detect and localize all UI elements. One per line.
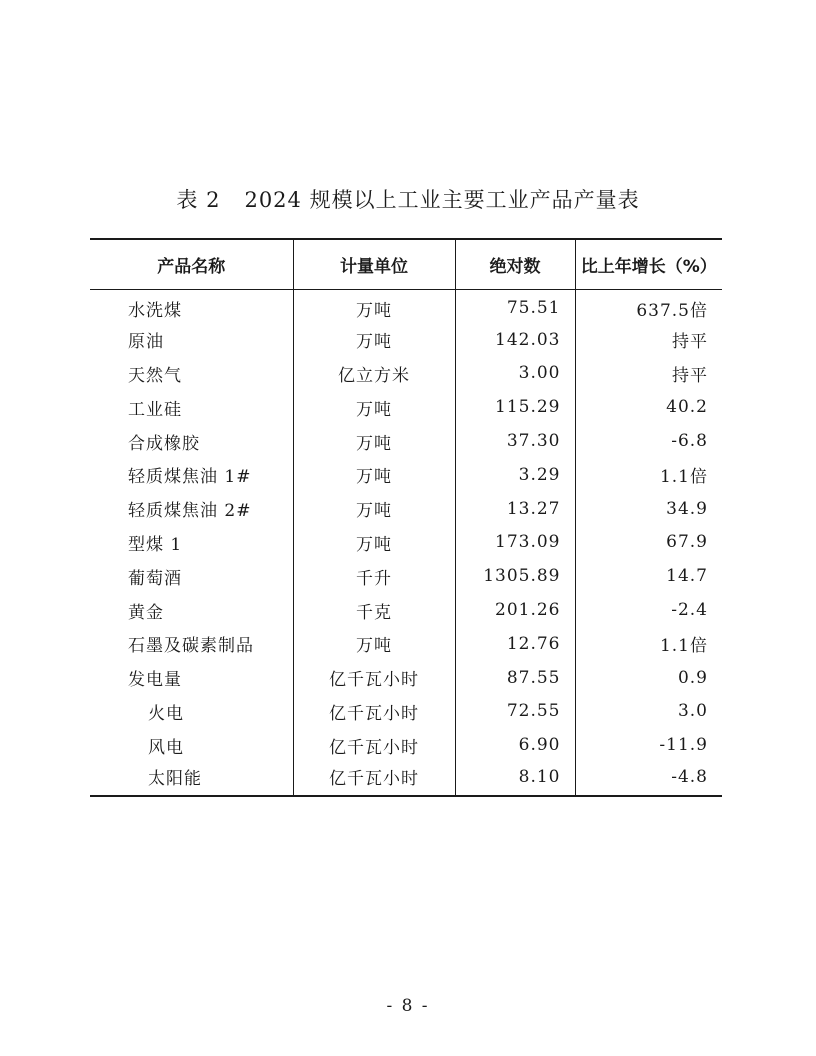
- unit-cell: 万吨: [293, 458, 455, 492]
- product-name-cell: 水洗煤: [128, 300, 182, 321]
- growth-cell: 34.9: [575, 492, 722, 526]
- growth-cell: -4.8: [575, 762, 722, 796]
- growth-cell: 持平: [575, 323, 722, 357]
- table-row: [90, 593, 722, 627]
- absolute-value-cell: 201.26: [455, 593, 575, 627]
- absolute-value-cell: 115.29: [455, 390, 575, 424]
- growth-cell: 0.9: [575, 661, 722, 695]
- absolute-value-cell: 37.30: [455, 424, 575, 458]
- growth-cell: 40.2: [575, 390, 722, 424]
- growth-cell: -6.8: [575, 424, 722, 458]
- product-name-cell: 风电: [148, 737, 184, 758]
- header-absolute-value: 绝对数: [455, 239, 575, 289]
- absolute-value-cell: 1305.89: [455, 559, 575, 593]
- growth-cell: 1.1倍: [575, 627, 722, 661]
- product-name-cell: 型煤 1: [128, 534, 183, 555]
- product-name-cell: 轻质煤焦油 2#: [128, 501, 252, 522]
- table-body: [90, 289, 722, 796]
- page-number: - 8 -: [386, 996, 430, 1016]
- product-name-cell: 葡萄酒: [128, 568, 182, 589]
- product-name-cell: 太阳能: [90, 762, 293, 796]
- product-name-cell: 石墨及碳素制品: [128, 636, 254, 657]
- absolute-value-cell: 87.55: [455, 661, 575, 695]
- header-product-name: 产品名称: [90, 239, 293, 289]
- unit-cell: 万吨: [293, 424, 455, 458]
- product-name-cell: 发电量: [128, 670, 182, 691]
- growth-cell: 持平: [575, 357, 722, 391]
- table-header-row: [90, 239, 722, 289]
- table-row: [90, 424, 722, 458]
- growth-cell: -2.4: [575, 593, 722, 627]
- header-unit: 计量单位: [293, 239, 455, 289]
- product-name-cell: 火电: [148, 703, 184, 724]
- table-row: [90, 695, 722, 729]
- table-title: [0, 184, 816, 214]
- product-name-cell: 原油: [128, 332, 164, 353]
- absolute-value-cell: 3.29: [455, 458, 575, 492]
- absolute-value-cell: 6.90: [455, 728, 575, 762]
- absolute-value-cell: 72.55: [455, 695, 575, 729]
- unit-cell: 万吨: [293, 289, 455, 323]
- growth-cell: 14.7: [575, 559, 722, 593]
- unit-cell: 万吨: [293, 492, 455, 526]
- absolute-value-cell: 142.03: [455, 323, 575, 357]
- absolute-value-cell: 75.51: [455, 289, 575, 323]
- table-row: [90, 492, 722, 526]
- unit-cell: 万吨: [293, 323, 455, 357]
- product-name-cell: 工业硅: [128, 399, 182, 420]
- growth-cell: 3.0: [575, 695, 722, 729]
- table-row: [90, 289, 722, 323]
- production-table: [90, 238, 722, 797]
- table-row: [90, 323, 722, 357]
- absolute-value-cell: 3.00: [455, 357, 575, 391]
- unit-cell: 万吨: [293, 390, 455, 424]
- table-row: [90, 526, 722, 560]
- unit-cell: 万吨: [293, 526, 455, 560]
- product-name-cell: 黄金: [128, 602, 164, 623]
- unit-cell: 亿千瓦小时: [293, 695, 455, 729]
- growth-cell: 67.9: [575, 526, 722, 560]
- absolute-value-cell: 13.27: [455, 492, 575, 526]
- header-growth: 比上年增长（%）: [575, 239, 722, 289]
- growth-cell: 637.5倍: [575, 289, 722, 323]
- unit-cell: 万吨: [293, 627, 455, 661]
- product-name-cell: 天然气: [128, 365, 182, 386]
- absolute-value-cell: 12.76: [455, 627, 575, 661]
- growth-cell: -11.9: [575, 728, 722, 762]
- unit-cell: 亿立方米: [293, 357, 455, 391]
- absolute-value-cell: 8.10: [455, 762, 575, 796]
- table-row: [90, 559, 722, 593]
- unit-cell: 亿千瓦小时: [293, 762, 455, 796]
- growth-cell: 1.1倍: [575, 458, 722, 492]
- unit-cell: 千升: [293, 559, 455, 593]
- table-number-label: 表 2: [176, 188, 221, 212]
- unit-cell: 亿千瓦小时: [293, 728, 455, 762]
- table-row: [90, 357, 722, 391]
- absolute-value-cell: 173.09: [455, 526, 575, 560]
- table-row: [90, 762, 722, 796]
- table-row: [90, 390, 722, 424]
- unit-cell: 亿千瓦小时: [293, 661, 455, 695]
- table-row: [90, 661, 722, 695]
- product-name-cell: 轻质煤焦油 1#: [128, 467, 252, 488]
- table-row: [90, 458, 722, 492]
- table-title-text: 2024 规模以上工业主要工业产品产量表: [244, 188, 640, 212]
- table-row: [90, 627, 722, 661]
- table-row: [90, 728, 722, 762]
- product-name-cell: 合成橡胶: [128, 433, 200, 454]
- unit-cell: 千克: [293, 593, 455, 627]
